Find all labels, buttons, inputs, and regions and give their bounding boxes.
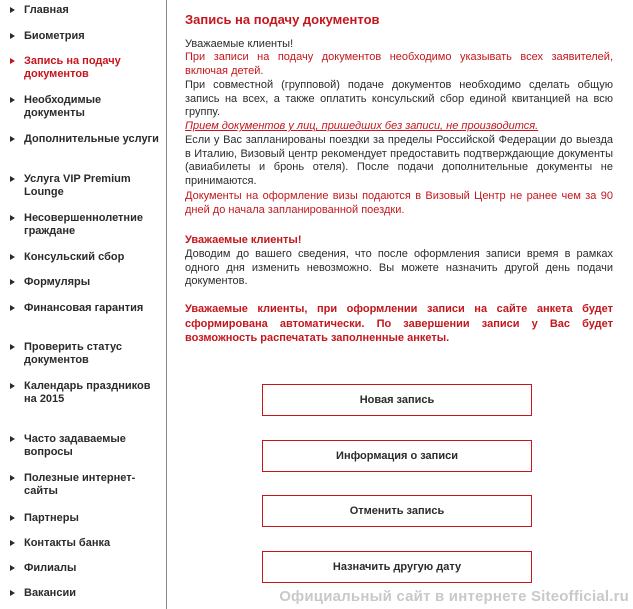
group-application-text: При совместной (групповой) подаче документов необходимо сделать общую запись на всех, а также оплатить консульский сбор единой квитанцией на всю группу. <box>185 79 613 118</box>
nav-item-label: Контакты банка <box>24 537 111 549</box>
nav-item-label: Полезные интернет-сайты <box>24 472 136 497</box>
nav-item-label: Вакансии <box>24 587 76 599</box>
arrow-right-icon <box>10 305 15 311</box>
nav-item-label: Календарь праздников на 2015 <box>24 380 151 405</box>
travel-documents-text: Если у Вас запланированы поездки за пределы Российской Федерации до выезда в Италию, Визовый центр рекомендует предоставить подтверждающие документы (авиабилеты и бронь отеля). После подачи дополнительные документы не принимаются. <box>185 134 613 187</box>
arrow-right-icon <box>10 383 15 389</box>
arrow-right-icon <box>10 344 15 350</box>
arrow-right-icon <box>10 7 15 13</box>
arrow-right-icon <box>10 540 15 546</box>
nav-item-label: Часто задаваемые вопросы <box>24 433 126 458</box>
nav-item-label: Филиалы <box>24 562 77 574</box>
arrow-right-icon <box>10 254 15 260</box>
nav-item-label: Формуляры <box>24 276 91 288</box>
nav-item-label: Несовершеннолетние граждане <box>24 212 143 237</box>
nav-item-label: Партнеры <box>24 512 79 524</box>
nav-item-label: Дополнительные услуги <box>24 133 159 145</box>
new-appointment-button[interactable]: Новая запись <box>262 384 532 416</box>
arrow-right-icon <box>10 515 15 521</box>
arrow-right-icon <box>10 97 15 103</box>
auto-form-notice: Уважаемые клиенты, при оформлении записи на сайте анкета будет сформирована автоматически. По завершении записи у Вас будет возможность распечатать заполненные анкеты. <box>185 303 613 344</box>
site-watermark: Официальный сайт в интернете Siteofficial.ru <box>279 588 629 605</box>
reschedule-button[interactable]: Назначить другую дату <box>262 551 532 583</box>
page-title: Запись на подачу документов <box>185 12 380 27</box>
arrow-right-icon <box>10 279 15 285</box>
all-applicants-notice: При записи на подачу документов необходимо указывать всех заявителей, включая детей. <box>185 51 613 77</box>
sidebar-nav <box>0 0 167 609</box>
nav-item-label: Проверить статус документов <box>24 341 123 366</box>
greeting-text: Уважаемые клиенты! <box>185 38 294 50</box>
cancel-appointment-button[interactable]: Отменить запись <box>262 495 532 527</box>
arrow-right-icon <box>10 33 15 39</box>
nav-item-label: Биометрия <box>24 30 85 42</box>
arrow-right-icon <box>10 215 15 221</box>
nav-item-label: Необходимые документы <box>24 94 102 119</box>
arrow-right-icon <box>10 136 15 142</box>
nav-item-label: Главная <box>24 4 69 16</box>
time-change-notice: Доводим до вашего сведения, что после оформления записи время в рамках одного дня изменить невозможно. Вы можете назначить другой день подачи документов. <box>185 248 613 287</box>
nav-item-label: Услуга VIP Premium Lounge <box>24 173 131 198</box>
nav-item-label: Запись на подачу документов <box>24 55 121 80</box>
appointment-info-button[interactable]: Информация о записи <box>262 440 532 472</box>
90-days-notice: Документы на оформление визы подаются в Визовый Центр не ранее чем за 90 дней до начала запланированной поездки. <box>185 190 613 216</box>
arrow-right-icon <box>10 436 15 442</box>
nav-item-label: Консульский сбор <box>24 251 125 263</box>
arrow-right-icon <box>10 176 15 182</box>
arrow-right-icon <box>10 475 15 481</box>
notice-title: Уважаемые клиенты! <box>185 234 302 246</box>
no-walk-in-notice: Прием документов у лиц, пришедших без записи, не производится. <box>185 120 539 132</box>
arrow-right-icon <box>10 58 15 64</box>
arrow-right-icon <box>10 590 15 596</box>
arrow-right-icon <box>10 565 15 571</box>
nav-item-label: Финансовая гарантия <box>24 302 144 314</box>
